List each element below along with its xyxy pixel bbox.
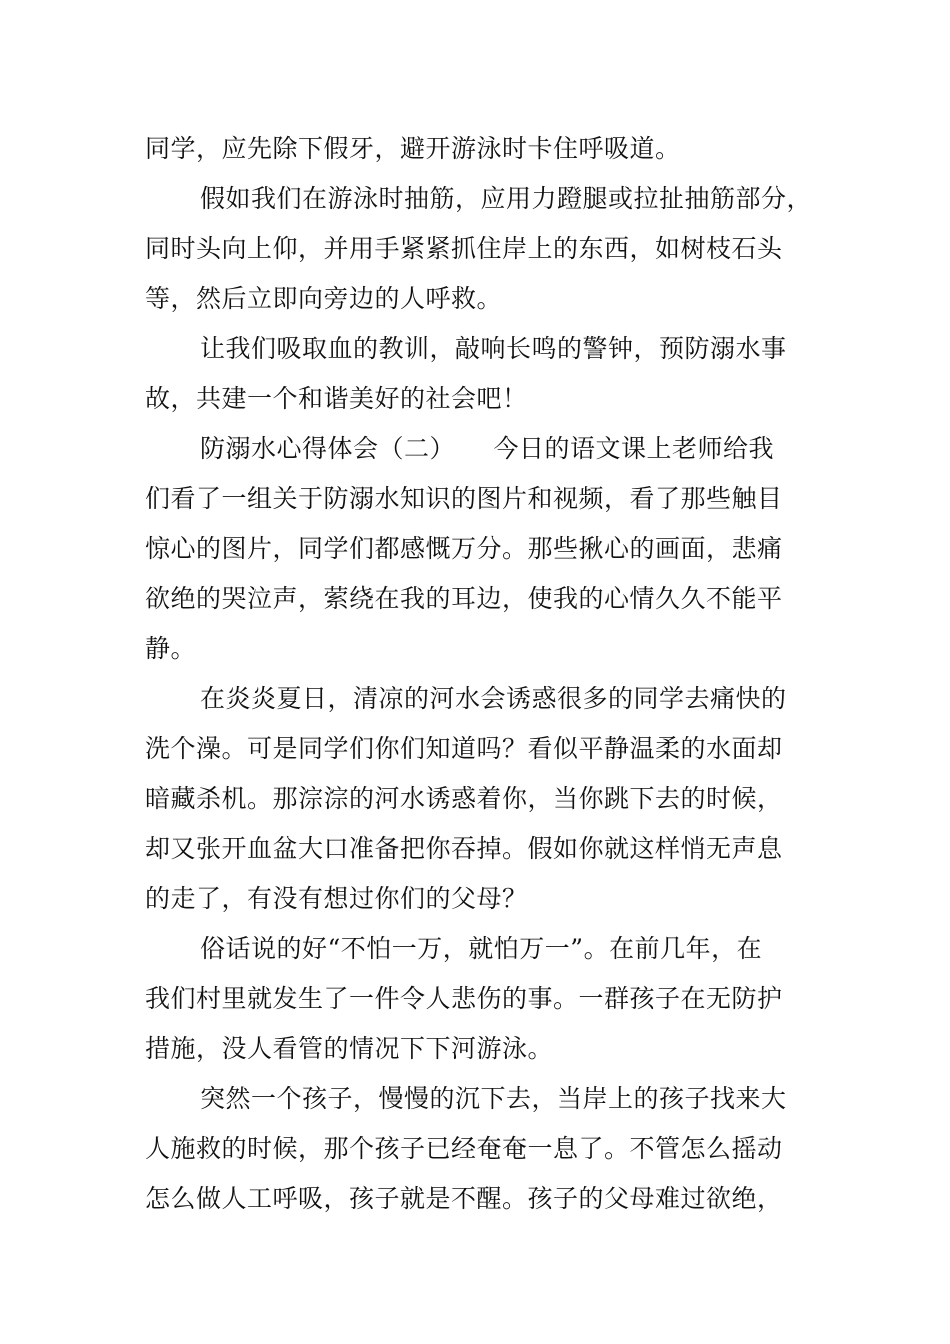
text-line: 措施，没人看管的情况下下河游泳。 <box>145 1034 554 1063</box>
document-body <box>145 124 815 1224</box>
paragraph-5 <box>145 674 815 924</box>
text-line: 俗话说的好“不怕一万，就怕万一”。在前几年，在 <box>200 934 763 963</box>
text-line: 等，然后立即向旁边的人呼救。 <box>145 284 503 313</box>
paragraph-4 <box>145 424 815 674</box>
text-line: 却又张开血盆大口准备把你吞掉。假如你就这样悄无声息 <box>145 834 783 863</box>
text-line: 的走了，有没有想过你们的父母？ <box>145 884 528 913</box>
text-line: 怎么做人工呼吸，孩子就是不醒。孩子的父母难过欲绝， <box>145 1184 783 1213</box>
text-line: 我们村里就发生了一件令人悲伤的事。一群孩子在无防护 <box>145 984 783 1013</box>
paragraph-2 <box>145 174 815 324</box>
text-line: 突然一个孩子，慢慢的沉下去，当岸上的孩子找来大 <box>200 1084 787 1113</box>
paragraph-6 <box>145 924 815 1074</box>
text-line: 让我们吸取血的教训，敲响长鸣的警钟，预防溺水事 <box>200 334 787 363</box>
text-line: 同学，应先除下假牙，避开游泳时卡住呼吸道。 <box>145 134 681 163</box>
paragraph-7 <box>145 1074 815 1224</box>
text-line: 同时头向上仰，并用手紧紧抓住岸上的东西，如树枝石头 <box>145 234 783 263</box>
paragraph-1 <box>145 124 815 174</box>
text-line: 欲绝的哭泣声，萦绕在我的耳边，使我的心情久久不能平 <box>145 584 783 613</box>
text-line: 洗个澡。可是同学们你们知道吗？看似平静温柔的水面却 <box>145 734 783 763</box>
text-line: 惊心的图片，同学们都感慨万分。那些揪心的画面，悲痛 <box>145 534 783 563</box>
text-line: 故，共建一个和谐美好的社会吧！ <box>145 384 528 413</box>
paragraph-3 <box>145 324 815 424</box>
text-line: 静。 <box>145 634 197 663</box>
text-line: 在炎炎夏日，清凉的河水会诱惑很多的同学去痛快的 <box>200 684 787 713</box>
text-line: 们看了一组关于防溺水知识的图片和视频，看了那些触目 <box>145 484 783 513</box>
text-line: 暗藏杀机。那淙淙的河水诱惑着你，当你跳下去的时候， <box>145 784 783 813</box>
text-line: 防溺水心得体会（二） 今日的语文课上老师给我 <box>200 434 775 463</box>
text-line: 人施救的时候，那个孩子已经奄奄一息了。不管怎么摇动 <box>145 1134 783 1163</box>
text-line: 假如我们在游泳时抽筋，应用力蹬腿或拉扯抽筋部分， <box>200 184 813 213</box>
